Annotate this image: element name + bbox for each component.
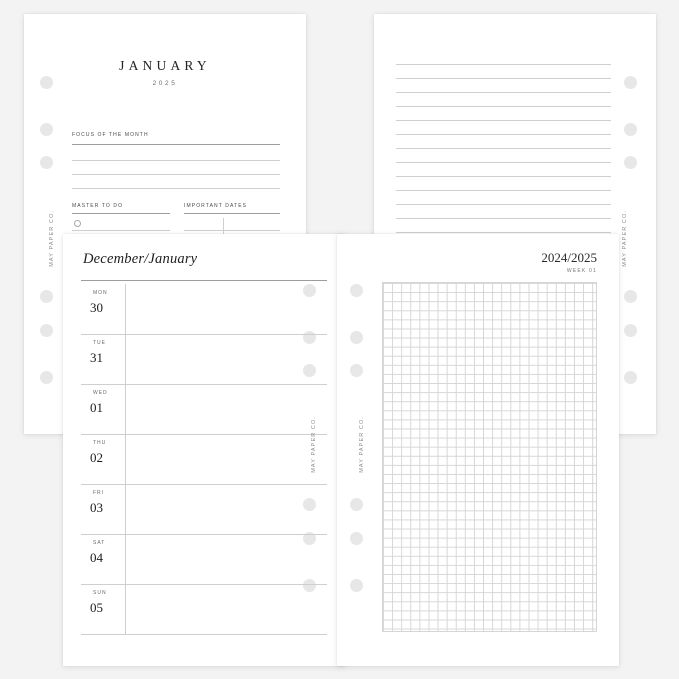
note-line bbox=[396, 106, 611, 107]
week-title: December/January bbox=[83, 251, 198, 267]
important-dates-label: IMPORTANT DATES bbox=[184, 203, 248, 209]
day-number: 05 bbox=[90, 600, 103, 615]
brand-text: MAY PAPER CO. bbox=[359, 416, 365, 473]
punch-hole bbox=[350, 284, 363, 297]
note-line bbox=[396, 190, 611, 191]
punch-hole bbox=[624, 76, 637, 89]
day-of-week: FRI bbox=[93, 490, 105, 496]
brand-text: MAY PAPER CO. bbox=[311, 416, 317, 473]
note-line bbox=[396, 78, 611, 79]
day-of-week: SUN bbox=[93, 590, 107, 596]
note-line bbox=[396, 218, 611, 219]
note-line bbox=[396, 148, 611, 149]
day-number: 03 bbox=[90, 500, 103, 515]
note-line bbox=[396, 204, 611, 205]
todo-checkbox[interactable] bbox=[74, 220, 81, 227]
grid-year-range: 2024/2025 bbox=[541, 250, 597, 265]
day-row[interactable] bbox=[81, 334, 327, 384]
note-line bbox=[396, 232, 611, 233]
day-divider bbox=[81, 634, 327, 635]
day-of-week: THU bbox=[93, 440, 107, 446]
important-dates-rule bbox=[184, 213, 280, 214]
important-dates-line bbox=[184, 230, 280, 231]
month-title: JANUARY bbox=[119, 58, 211, 73]
week-header-rule bbox=[81, 280, 327, 281]
day-row[interactable] bbox=[81, 534, 327, 584]
punch-hole bbox=[40, 156, 53, 169]
day-row[interactable] bbox=[81, 584, 327, 634]
punch-hole bbox=[350, 532, 363, 545]
note-line bbox=[396, 162, 611, 163]
day-number: 31 bbox=[90, 350, 103, 365]
brand-text: MAY PAPER CO. bbox=[49, 210, 55, 267]
punch-hole bbox=[624, 290, 637, 303]
note-line bbox=[396, 64, 611, 65]
day-number: 01 bbox=[90, 400, 103, 415]
punch-hole bbox=[624, 324, 637, 337]
focus-header-rule bbox=[72, 144, 280, 145]
grid-week-label: WEEK 01 bbox=[566, 268, 597, 274]
day-of-week: WED bbox=[93, 390, 108, 396]
grid-page bbox=[337, 234, 619, 666]
punch-hole bbox=[350, 579, 363, 592]
punch-hole bbox=[40, 290, 53, 303]
note-line bbox=[396, 176, 611, 177]
graph-grid bbox=[382, 282, 597, 632]
todo-line bbox=[72, 230, 170, 231]
punch-hole bbox=[350, 331, 363, 344]
punch-hole bbox=[624, 123, 637, 136]
day-of-week: MON bbox=[93, 290, 108, 296]
focus-line bbox=[72, 174, 280, 175]
master-todo-rule bbox=[72, 213, 170, 214]
punch-hole bbox=[350, 364, 363, 377]
brand-text: MAY PAPER CO. bbox=[622, 210, 628, 267]
note-line bbox=[396, 134, 611, 135]
note-line bbox=[396, 92, 611, 93]
weekly-day-page bbox=[63, 234, 345, 666]
punch-hole bbox=[624, 156, 637, 169]
day-row[interactable] bbox=[81, 484, 327, 534]
master-todo-label: MASTER TO DO bbox=[72, 203, 124, 209]
day-number: 02 bbox=[90, 450, 103, 465]
day-number: 30 bbox=[90, 300, 103, 315]
month-year: 2025 bbox=[152, 80, 178, 87]
punch-hole bbox=[350, 498, 363, 511]
day-row[interactable] bbox=[81, 284, 327, 334]
focus-line bbox=[72, 188, 280, 189]
punch-hole bbox=[40, 324, 53, 337]
punch-hole bbox=[40, 123, 53, 136]
day-of-week: TUE bbox=[93, 340, 106, 346]
punch-hole bbox=[40, 371, 53, 384]
focus-line bbox=[72, 160, 280, 161]
day-number: 04 bbox=[90, 550, 103, 565]
focus-of-the-month-label: FOCUS OF THE MONTH bbox=[72, 132, 149, 138]
day-row[interactable] bbox=[81, 384, 327, 434]
note-line bbox=[396, 120, 611, 121]
day-row[interactable] bbox=[81, 434, 327, 484]
day-of-week: SAT bbox=[93, 540, 106, 546]
punch-hole bbox=[624, 371, 637, 384]
